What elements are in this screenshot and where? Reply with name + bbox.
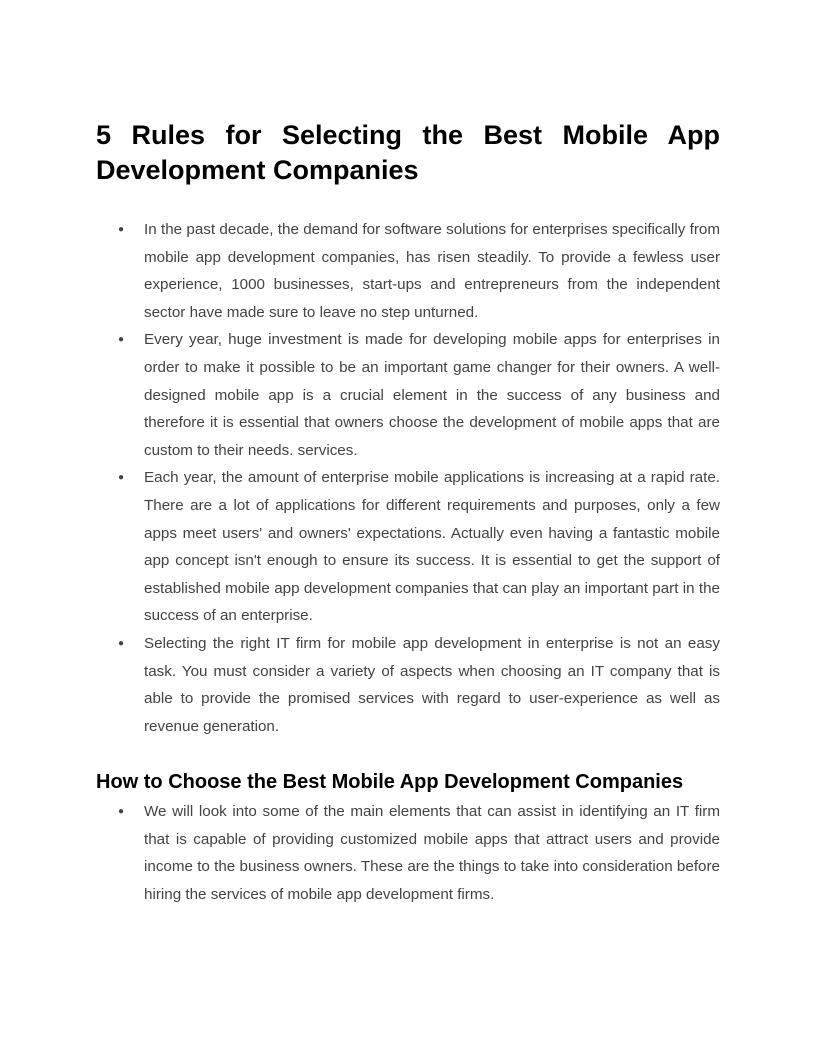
list-item bbox=[96, 630, 720, 740]
page-title: 5 Rules for Selecting the Best Mobile App Development Companies bbox=[96, 120, 720, 185]
bullet-icon: ● bbox=[118, 637, 125, 649]
section-bullet-list bbox=[96, 798, 720, 908]
bullet-icon: ● bbox=[118, 224, 125, 235]
intro-bullet-list bbox=[96, 216, 720, 740]
bullet-icon: ● bbox=[118, 334, 125, 346]
list-item-text: Selecting the right IT firm for mobile app development in enterprise is not an easy task. You must consider a variety of aspects when choosing an IT company that is able to provide the promised services with regard to user-experience as well as revenue generation. bbox=[144, 634, 720, 735]
list-item bbox=[96, 216, 720, 326]
list-item-text: We will look into some of the main elements that can assist in identifying an IT firm that is capable of providing customized mobile apps that attract users and provide income to the business owners. These are the things to take into consideration before hiring the services of mobile app development firms. bbox=[144, 803, 720, 904]
bullet-icon: ● bbox=[118, 806, 125, 818]
document-page bbox=[96, 118, 720, 909]
list-item-text: Every year, huge investment is made for developing mobile apps for enterprises in order to make it possible to be an important game changer for their owners. A well-designed mobile app is a crucial element in the success of any business and therefore it is essential that owners choose the development of mobile apps that are custom to their needs. services. bbox=[144, 331, 720, 459]
list-item bbox=[96, 326, 720, 464]
list-item-text: In the past decade, the demand for software solutions for enterprises specifically from mobile app development companies, has risen steadily. To provide a fewless user experience, 1000 businesses, start-ups and entrepreneurs from the independent sector have made sure to leave no step unturned. bbox=[144, 221, 720, 321]
section-heading: How to Choose the Best Mobile App Development Companies bbox=[96, 771, 684, 794]
bullet-icon: ● bbox=[118, 472, 125, 484]
list-item bbox=[96, 798, 720, 908]
list-item bbox=[96, 464, 720, 630]
list-item-text: Each year, the amount of enterprise mobile applications is increasing at a rapid rate. There are a lot of applications for different requirements and purposes, only a few apps meet users' and owners' expectations. Actually even having a fantastic mobile app concept isn't enough to ensure its success. It is essential to get the support of established mobile app development companies that can play an important part in the success of an enterprise. bbox=[144, 469, 720, 625]
